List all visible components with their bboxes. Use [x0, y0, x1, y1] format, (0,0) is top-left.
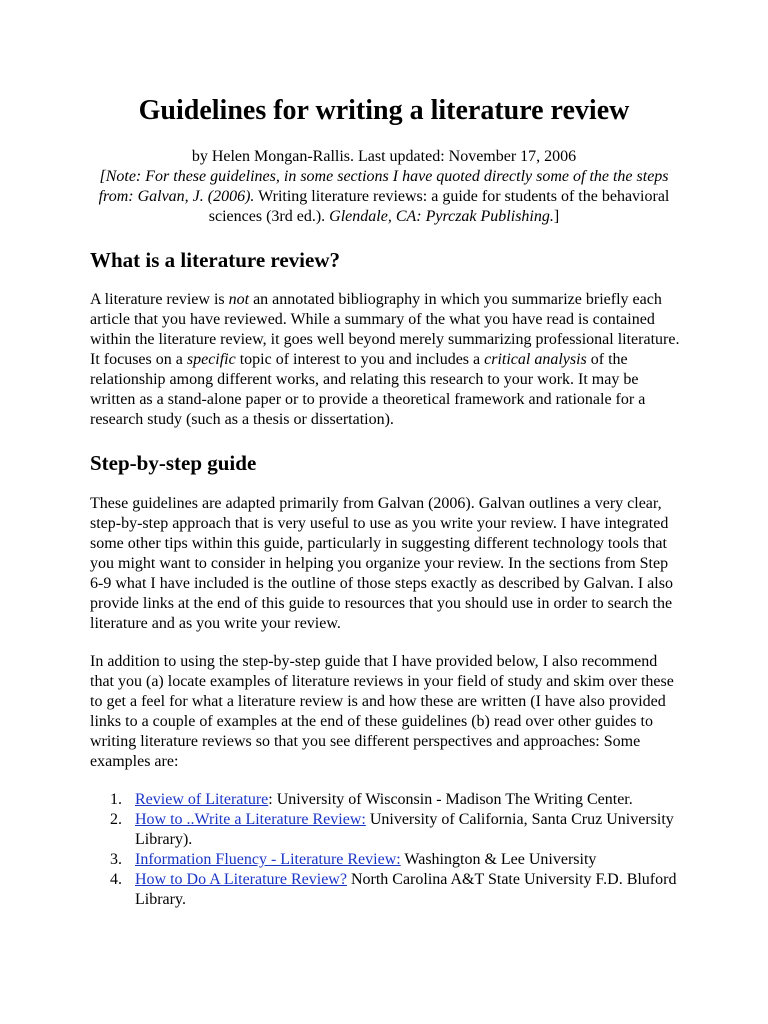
- link-how-to-do-literature-review[interactable]: How to Do A Literature Review?: [135, 871, 347, 888]
- list-item-text: Washington & Lee University: [400, 851, 597, 868]
- citation-note: [84, 167, 684, 227]
- section-heading-step-by-step: Step-by-step guide: [90, 451, 257, 475]
- list-item: [90, 810, 680, 850]
- list-number: 2.: [110, 811, 122, 828]
- note-close-bracket: ]: [553, 208, 560, 225]
- list-item: [90, 850, 680, 870]
- link-how-to-write-literature-review[interactable]: How to ..Write a Literature Review:: [135, 811, 366, 828]
- emphasis-not: not: [228, 291, 250, 308]
- list-number: 1.: [110, 791, 122, 808]
- paragraph-guidelines-source: These guidelines are adapted primarily from Galvan (2006). Galvan outlines a very clear, step-by-step approach that is very useful to use as you write your review. I have integrated some other tips within this guide, particularly in suggesting different technology tools that you might want to consider in helping you organize your review. In the sections from Step 6-9 what I have included is the outline of those steps exactly as described by Galvan. I also provide links at the end of this guide to resources that you should use in order to search the literature and as you write your review.: [90, 495, 673, 632]
- list-item-text: : University of Wisconsin - Madison The Writing Center.: [268, 791, 633, 808]
- list-item: [90, 790, 680, 810]
- list-number: 3.: [110, 851, 122, 868]
- paragraph-definition: [90, 290, 680, 430]
- list-item: [90, 870, 680, 910]
- emphasis-critical-analysis: critical analysis: [484, 351, 587, 368]
- text-run: A literature review is: [90, 291, 229, 308]
- text-run: topic of interest to you and includes a: [235, 351, 485, 368]
- list-number: 4.: [110, 871, 122, 888]
- section-heading-what-is: What is a literature review?: [90, 248, 341, 272]
- examples-list: [90, 790, 680, 910]
- author-line: by Helen Mongan-Rallis. Last updated: November 17, 2006: [191, 148, 577, 165]
- list-item-text: North Carolina A&T State University F.D. Bluford Library.: [135, 871, 677, 908]
- text-run: of the relationship among different works, and relating this research to your work. It may be written as a stand-alone paper or to provide a theoretical framework and rationale for a research study (such as a thesis or dissertation).: [90, 351, 646, 428]
- byline: [0, 147, 768, 227]
- link-review-of-literature[interactable]: Review of Literature: [135, 791, 269, 808]
- text-run: an annotated bibliography in which you summarize briefly each article that you have reviewed. While a summary of the what you have read is contained within the literature review, it goes well beyond merely summarizing professional literature. It focuses on a: [90, 291, 680, 368]
- link-information-fluency[interactable]: Information Fluency - Literature Review:: [135, 851, 401, 868]
- note-book-title: Writing literature reviews: a guide for students of the behavioral sciences (3rd ed.).: [208, 188, 670, 225]
- note-publisher: Glendale, CA: Pyrczak Publishing.: [329, 208, 554, 225]
- page-title: Guidelines for writing a literature review: [138, 95, 630, 126]
- paragraph-additional-recommendations: In addition to using the step-by-step guide that I have provided below, I also recommend that you (a) locate examples of literature reviews in your field of study and skim over these to get a feel for what a literature review is and how these are written (I have also provided links to a couple of examples at the end of these guidelines (b) read over other guides to writing literature reviews so that you see different perspectives and approaches: Some examples are:: [90, 653, 674, 770]
- emphasis-specific: specific: [186, 351, 236, 368]
- note-italic-part: [Note: For these guidelines, in some sections I have quoted directly some of the the steps from: Galvan, J. (2006).: [98, 168, 669, 205]
- list-item-text: University of California, Santa Cruz University Library).: [135, 811, 674, 848]
